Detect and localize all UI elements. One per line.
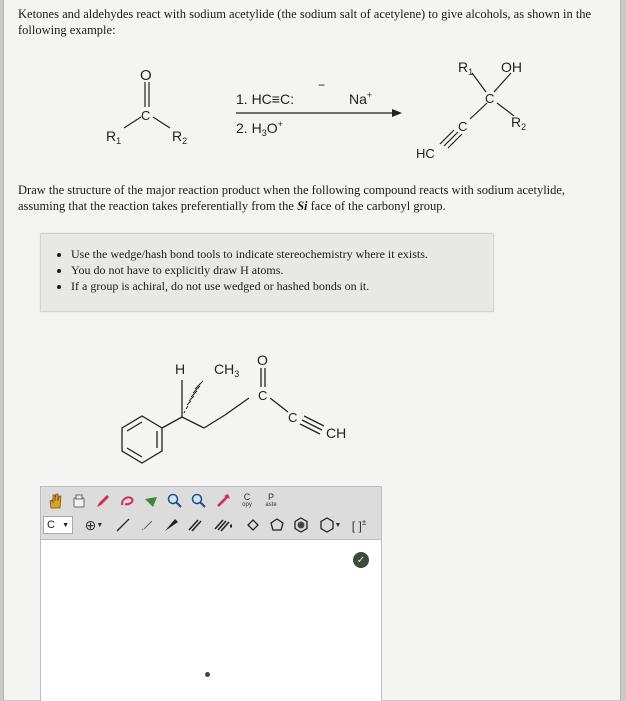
drawing-canvas[interactable] bbox=[40, 539, 382, 701]
charge-tool[interactable]: ⊕ ▼ bbox=[84, 516, 104, 533]
svg-text:R2: $R_2$ bbox=[511, 114, 527, 132]
hint-box bbox=[40, 233, 494, 312]
svg-text:1. HC≡C: bbox=[236, 91, 294, 107]
hint-item: • If a group is achiral, do not use wedged or hashed bonds on it. bbox=[71, 278, 493, 294]
lasso-icon[interactable] bbox=[117, 491, 137, 511]
product-c2: C bbox=[458, 119, 468, 134]
question-text: Draw the structure of the major reaction product when the following compound reacts with sodium acetylide, assuming that the reaction takes preferentially from the Si face of the carbonyl group. bbox=[18, 183, 566, 213]
pencil-icon[interactable] bbox=[93, 491, 113, 511]
intro-text: Ketones and aldehydes react with sodium acetylide (the sodium salt of acetylene) to give alcohols, as shown in the following example: bbox=[18, 7, 592, 37]
reagent-1: 1. HC≡C: bbox=[236, 91, 294, 107]
product-alcohol bbox=[440, 73, 514, 148]
compound-alkyne-c: C bbox=[288, 410, 298, 425]
select-arrow-icon[interactable] bbox=[141, 491, 161, 511]
svg-text:2. H3O+: 2. $H_3O^+$ bbox=[236, 119, 283, 138]
hint-item: • You do not have to explicitly draw H atoms. bbox=[71, 262, 493, 278]
svg-text:R1: $R_1$ bbox=[458, 59, 474, 77]
single-bond-icon[interactable] bbox=[113, 515, 133, 535]
paste-button[interactable]: P aste bbox=[265, 492, 277, 508]
drawing-toolbar bbox=[40, 486, 382, 540]
benzene-icon[interactable] bbox=[291, 515, 311, 535]
question-panel bbox=[3, 0, 621, 700]
eraser-icon[interactable] bbox=[69, 491, 89, 511]
hashed-bond-icon[interactable] bbox=[137, 515, 157, 535]
copy-button[interactable]: C opy bbox=[242, 492, 252, 508]
reagent-2: 2. H bbox=[236, 120, 262, 136]
hint-item: • Use the wedge/hash bond tools to indicate stereochemistry where it exists. bbox=[71, 246, 493, 262]
svg-text:R2: $R_2$ bbox=[172, 128, 188, 146]
element-select[interactable]: C ▼ bbox=[43, 516, 73, 534]
svg-text:CH3: $CH_3$ bbox=[214, 361, 240, 379]
compound-ch: CH bbox=[326, 425, 347, 441]
svg-text:Na+: Na+ bbox=[349, 90, 373, 107]
compound-carbonyl-c: C bbox=[258, 388, 268, 403]
compound-h: H bbox=[175, 361, 186, 377]
cyclopentane-icon[interactable] bbox=[267, 515, 287, 535]
rotate-icon[interactable] bbox=[213, 491, 233, 511]
si-face-label: Si bbox=[297, 199, 308, 213]
hand-tool-icon[interactable] bbox=[45, 491, 65, 511]
product-r1: R bbox=[458, 59, 469, 75]
zoom-in-icon[interactable] bbox=[165, 491, 185, 511]
product-hc: HC bbox=[416, 146, 435, 161]
example-reaction bbox=[4, 0, 620, 180]
triple-bond-icon[interactable] bbox=[209, 515, 239, 535]
double-bond-icon[interactable] bbox=[185, 515, 205, 535]
zoom-out-icon[interactable] bbox=[189, 491, 209, 511]
ring-template-dropdown[interactable]: ▼ bbox=[315, 515, 345, 535]
wedge-bond-icon[interactable] bbox=[161, 515, 181, 535]
product-c1: C bbox=[485, 91, 495, 106]
product-r2: R bbox=[511, 114, 522, 130]
reactant-o: O bbox=[140, 67, 152, 84]
product-oh: OH bbox=[501, 59, 522, 75]
reactant-r2: R bbox=[172, 128, 183, 144]
cyclopropane-icon[interactable] bbox=[243, 515, 263, 535]
starting-compound bbox=[4, 340, 620, 480]
bracket-tool[interactable]: [ ]± bbox=[351, 517, 367, 533]
check-icon[interactable]: ✓ bbox=[353, 552, 369, 568]
cursor-dot bbox=[205, 672, 210, 677]
reagent-1-counterion: Na bbox=[349, 91, 367, 107]
compound-ch3: CH bbox=[214, 361, 235, 377]
svg-text:R1: $R_1$ bbox=[106, 128, 122, 146]
compound-o: O bbox=[257, 352, 268, 368]
reactant-c: C bbox=[141, 108, 151, 123]
reactant-r1: R bbox=[106, 128, 117, 144]
hashed-bond bbox=[184, 381, 203, 413]
reagent-1-charge: − bbox=[318, 78, 326, 92]
